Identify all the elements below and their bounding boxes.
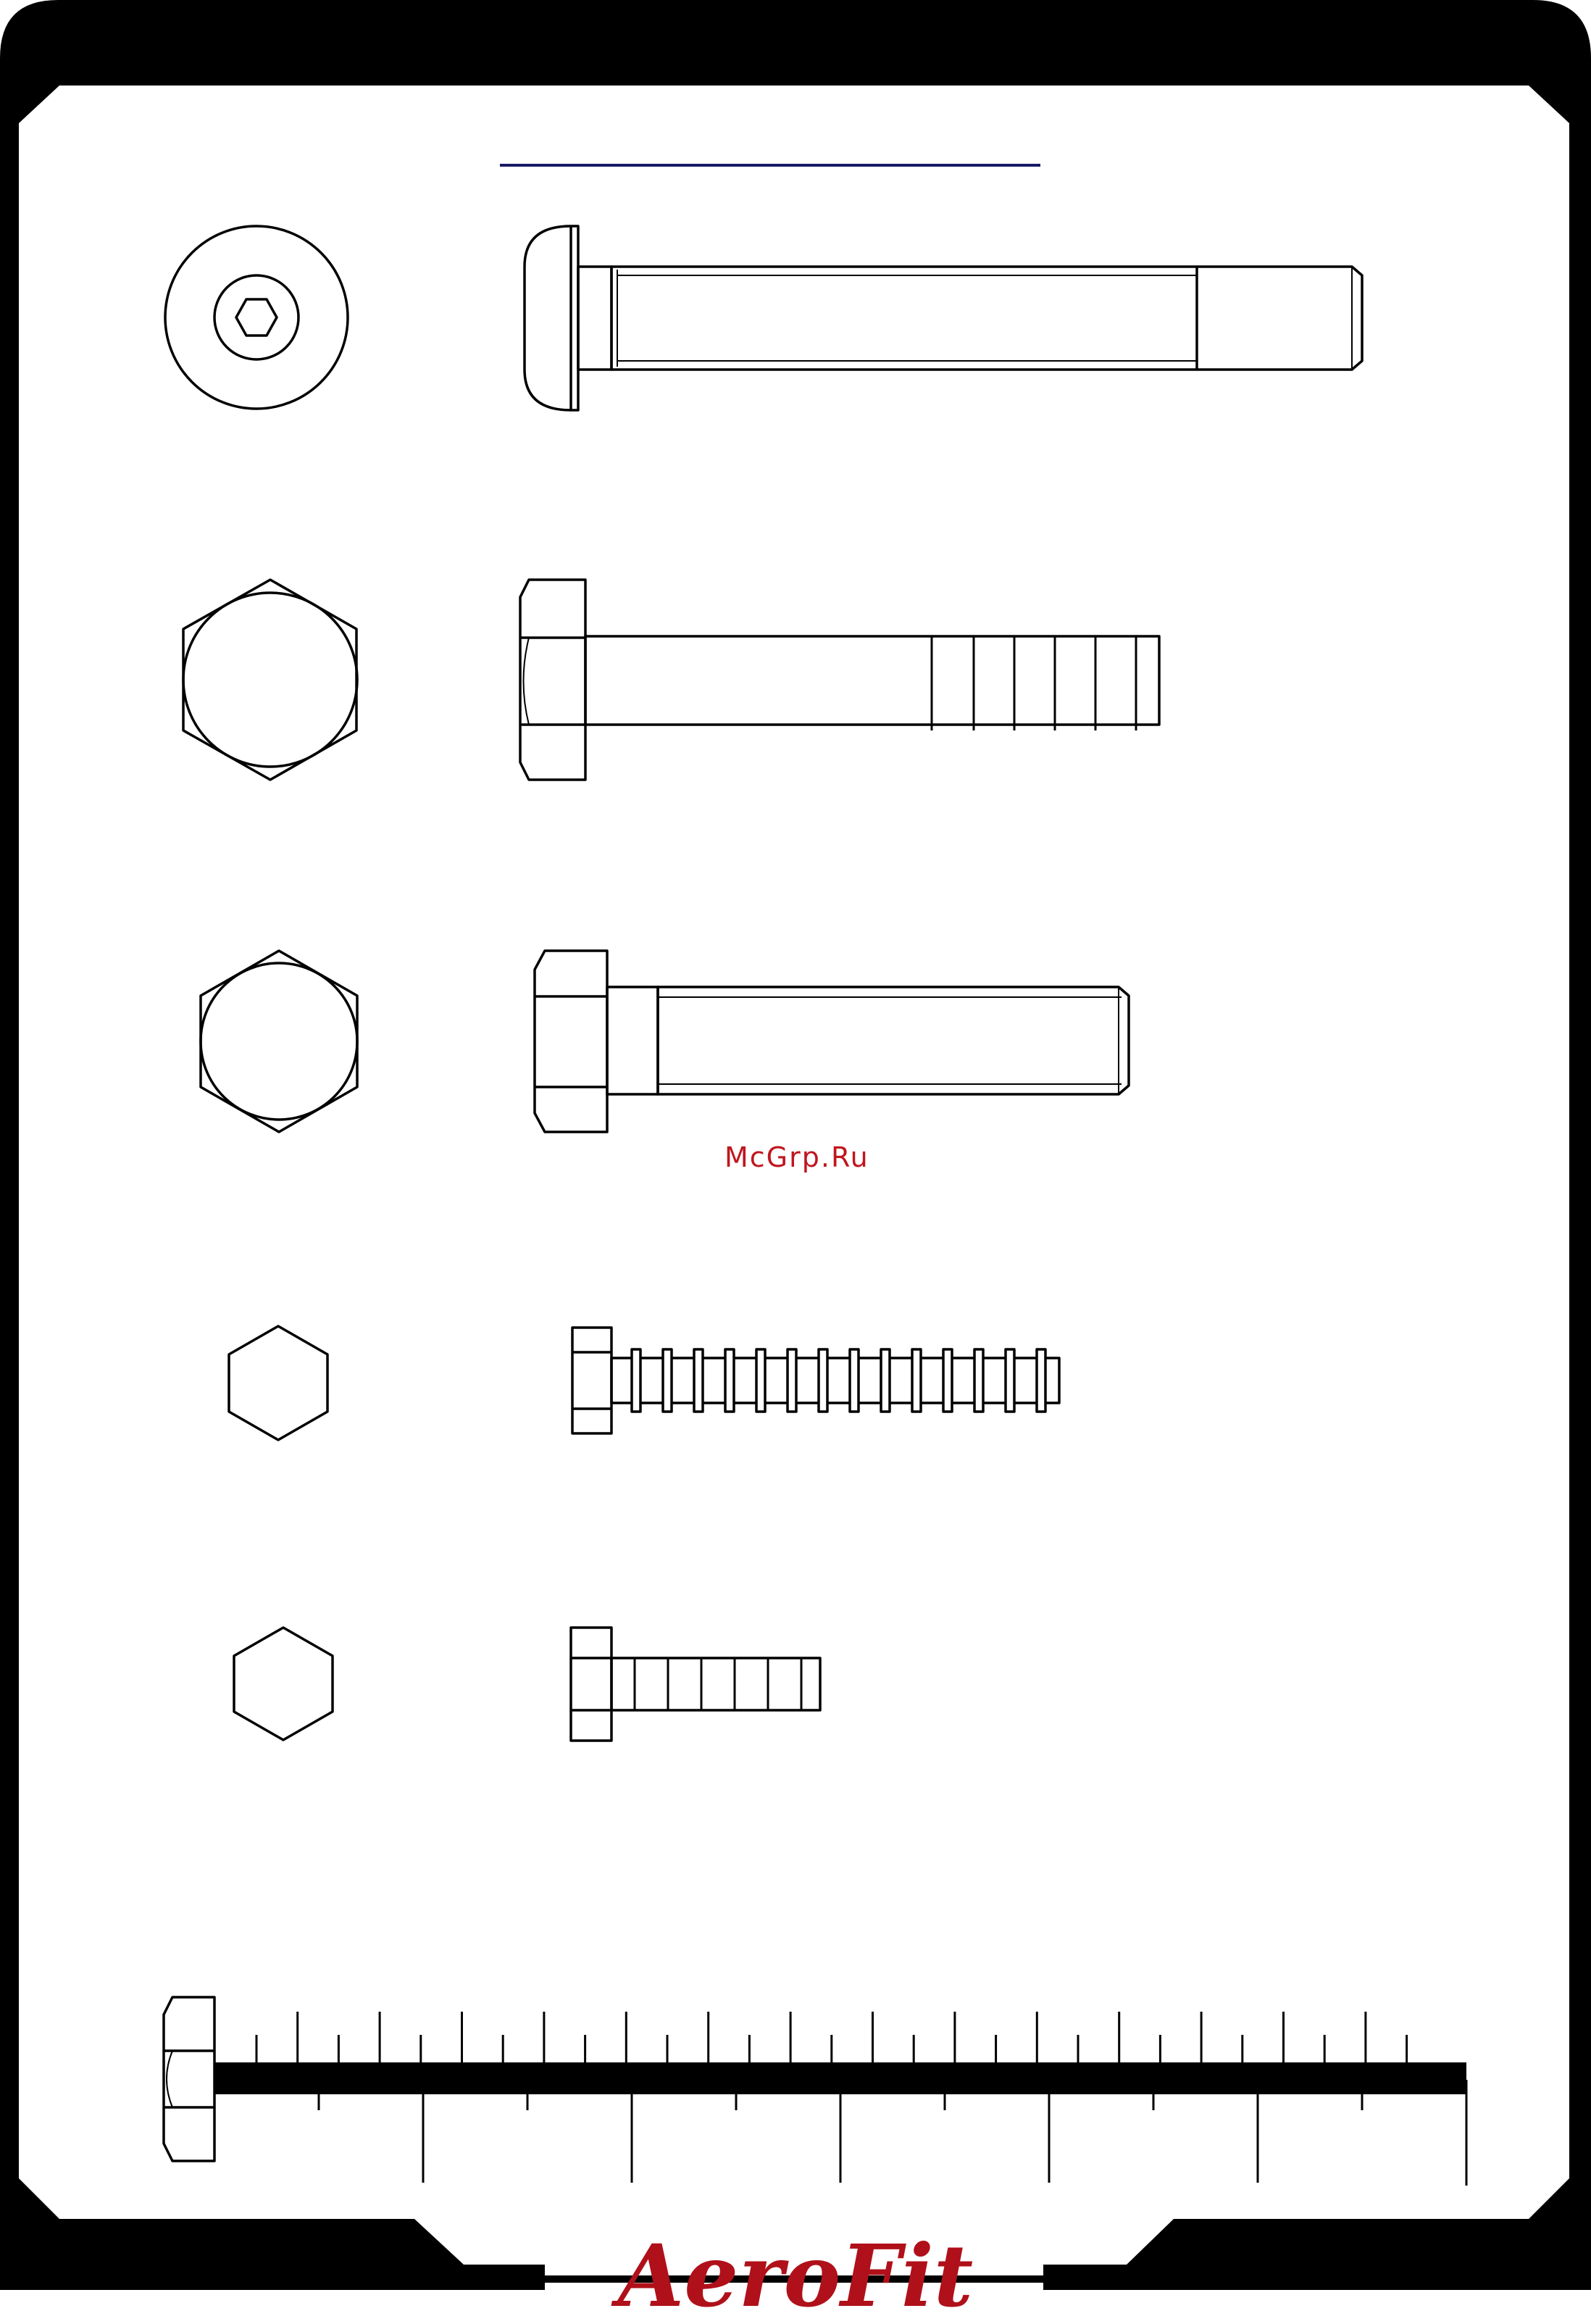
thread-ridge xyxy=(850,1349,859,1412)
frame-inner xyxy=(19,86,1569,2275)
thread-ridge xyxy=(788,1349,796,1412)
thread-ridge xyxy=(974,1349,983,1412)
thread-ridge xyxy=(912,1349,921,1412)
ruler-bar xyxy=(214,2062,1466,2094)
thread-ridge xyxy=(1006,1349,1014,1412)
thread-ridge xyxy=(943,1349,952,1412)
thread-ridge xyxy=(632,1349,640,1412)
thread-ridge xyxy=(881,1349,890,1412)
thread-ridge xyxy=(756,1349,765,1412)
aerofit-logo-text: AeroFit xyxy=(617,2225,974,2321)
thread-ridge xyxy=(725,1349,734,1412)
thread-ridge xyxy=(694,1349,703,1412)
watermark: McGrp.Ru xyxy=(724,1141,869,1173)
thread-ridge xyxy=(1037,1349,1045,1412)
thread-ridge xyxy=(663,1349,672,1412)
aerofit-logo xyxy=(611,2225,974,2321)
thread-ridge xyxy=(819,1349,827,1412)
